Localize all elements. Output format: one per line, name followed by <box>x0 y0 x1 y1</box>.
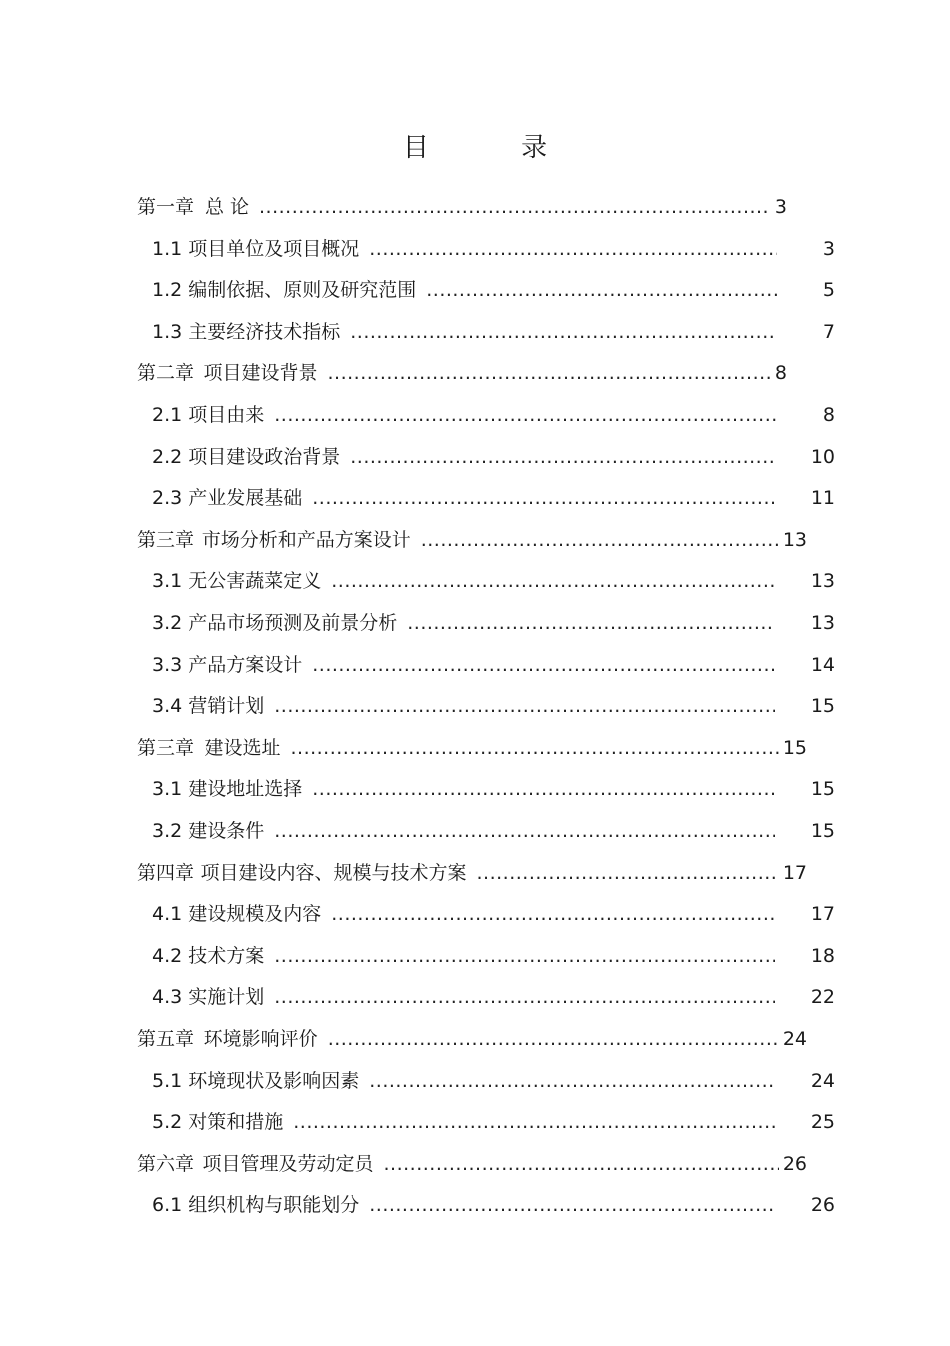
dot-leader <box>274 816 775 846</box>
toc-chapter-row[interactable] <box>137 1024 807 1054</box>
page-number: 24 <box>782 1028 807 1050</box>
toc-section-row[interactable] <box>152 1190 835 1220</box>
section-title: 项目建设政治背景 <box>188 445 341 468</box>
chapter-label: 第二章 <box>137 362 195 385</box>
chapter-title: 项目管理及劳动定员 <box>202 1152 374 1175</box>
page-number: 5 <box>822 279 835 302</box>
chapter-label: 第三章 <box>137 736 195 759</box>
chapter-label: 第六章 <box>137 1152 195 1175</box>
section-number: 3.2 <box>152 820 183 842</box>
page-number: 25 <box>810 1111 835 1134</box>
dot-leader <box>274 941 775 971</box>
section-title: 对策和措施 <box>188 1111 284 1134</box>
page-number: 13 <box>782 528 807 551</box>
dot-leader <box>293 1107 775 1137</box>
toc-section-row[interactable] <box>152 317 835 347</box>
section-number: 5.1 <box>152 1069 183 1092</box>
section-number: 4.1 <box>152 903 183 926</box>
chapter-label: 第四章 <box>137 861 195 884</box>
section-number: 3.4 <box>152 695 183 718</box>
page-number: 3 <box>774 196 787 218</box>
dot-leader <box>426 275 777 305</box>
section-number: 3.1 <box>152 778 183 801</box>
page-number: 26 <box>810 1194 835 1217</box>
toc-section-row[interactable] <box>152 816 835 846</box>
section-number: 2.3 <box>152 487 183 510</box>
toc-section-row[interactable] <box>152 691 835 721</box>
dot-leader <box>369 1066 775 1096</box>
chapter-title: 项目建设内容、规模与技术方案 <box>200 861 467 884</box>
toc-section-row[interactable] <box>152 1107 835 1137</box>
toc-section-row[interactable] <box>152 442 835 472</box>
toc-section-row[interactable] <box>152 899 835 929</box>
section-title: 产品市场预测及前景分析 <box>188 612 398 634</box>
section-number: 6.1 <box>152 1194 183 1217</box>
section-title: 主要经济技术指标 <box>188 320 341 343</box>
section-number: 1.1 <box>152 237 183 260</box>
section-title: 编制依据、原则及研究范围 <box>188 279 417 302</box>
page-number: 15 <box>810 820 835 842</box>
chapter-title: 项目建设背景 <box>203 362 318 385</box>
section-title: 技术方案 <box>188 944 265 967</box>
dot-leader <box>369 234 777 264</box>
section-title: 组织机构与职能划分 <box>188 1194 360 1217</box>
dot-leader <box>350 442 775 472</box>
page-number: 22 <box>810 986 835 1009</box>
section-number: 2.1 <box>152 404 183 426</box>
page-number: 18 <box>810 944 835 967</box>
page-number: 15 <box>810 695 835 718</box>
dot-leader <box>407 608 775 638</box>
page-number: 26 <box>782 1152 807 1175</box>
toc-section-row[interactable] <box>152 608 835 638</box>
section-number: 3.2 <box>152 612 183 634</box>
page-number: 7 <box>822 320 835 343</box>
dot-leader <box>328 1024 779 1054</box>
section-title: 环境现状及影响因素 <box>188 1069 360 1092</box>
toc-section-row[interactable] <box>152 275 835 305</box>
toc-chapter-row[interactable] <box>137 358 787 388</box>
dot-leader <box>312 483 775 513</box>
toc-section-row[interactable] <box>152 400 835 430</box>
page-number: 13 <box>810 570 835 593</box>
toc-section-row[interactable] <box>152 982 835 1012</box>
toc-chapter-row[interactable] <box>137 858 807 888</box>
dot-leader <box>290 733 778 763</box>
dot-leader <box>274 691 775 721</box>
section-number: 3.1 <box>152 570 183 593</box>
section-number: 1.3 <box>152 320 183 343</box>
toc-section-row[interactable] <box>152 774 835 804</box>
toc-chapter-row[interactable] <box>137 1149 807 1179</box>
chapter-label: 第五章 <box>137 1028 195 1050</box>
dot-leader <box>477 858 779 888</box>
section-number: 4.3 <box>152 986 183 1009</box>
section-title: 产业发展基础 <box>188 487 303 510</box>
section-number: 3.3 <box>152 653 183 676</box>
page-number: 10 <box>810 445 835 468</box>
toc-section-row[interactable] <box>152 234 835 264</box>
page-number: 14 <box>810 653 835 676</box>
dot-leader <box>331 899 775 929</box>
section-number: 4.2 <box>152 944 183 967</box>
section-number: 2.2 <box>152 445 183 468</box>
toc-section-row[interactable] <box>152 483 835 513</box>
toc-section-row[interactable] <box>152 1066 835 1096</box>
chapter-title: 市场分析和产品方案设计 <box>201 528 411 551</box>
toc-chapter-row[interactable] <box>137 525 807 555</box>
section-title: 项目单位及项目概况 <box>188 237 360 260</box>
dot-leader <box>350 317 777 347</box>
dot-leader <box>331 566 775 596</box>
section-number: 1.2 <box>152 279 183 302</box>
dot-leader <box>369 1190 775 1220</box>
section-title: 建设地址选择 <box>188 778 303 801</box>
section-title: 无公害蔬菜定义 <box>188 570 322 593</box>
chapter-title: 总 论 <box>204 196 250 218</box>
page-number: 17 <box>782 861 807 884</box>
section-title: 营销计划 <box>188 695 265 718</box>
toc-section-row[interactable] <box>152 566 835 596</box>
dot-leader <box>312 774 775 804</box>
toc-chapter-row[interactable] <box>137 733 807 763</box>
page-number: 17 <box>810 903 835 926</box>
dot-leader <box>274 400 777 430</box>
section-title: 建设条件 <box>188 820 265 842</box>
dot-leader <box>274 982 775 1012</box>
toc-section-row[interactable] <box>152 941 835 971</box>
page-number: 15 <box>782 736 807 759</box>
page-number: 13 <box>810 612 835 634</box>
toc-title: 目 录 <box>402 133 590 163</box>
page-number: 8 <box>774 362 787 385</box>
section-number: 5.2 <box>152 1111 183 1134</box>
page-number: 3 <box>822 237 835 260</box>
chapter-label: 第三章 <box>137 528 195 551</box>
dot-leader <box>312 650 775 680</box>
dot-leader <box>421 525 779 555</box>
toc-section-row[interactable] <box>152 650 835 680</box>
toc-chapter-row[interactable] <box>137 192 787 222</box>
dot-leader <box>259 192 771 222</box>
dot-leader <box>384 1149 779 1179</box>
page-number: 11 <box>810 487 835 510</box>
chapter-label: 第一章 <box>137 196 195 218</box>
chapter-title: 环境影响评价 <box>203 1028 318 1050</box>
section-title: 建设规模及内容 <box>188 903 322 926</box>
page-number: 8 <box>822 404 835 426</box>
section-title: 实施计划 <box>188 986 265 1009</box>
dot-leader <box>328 358 771 388</box>
section-title: 项目由来 <box>188 404 265 426</box>
section-title: 产品方案设计 <box>188 653 303 676</box>
chapter-title: 建设选址 <box>204 736 281 759</box>
page-number: 15 <box>810 778 835 801</box>
page-number: 24 <box>810 1069 835 1092</box>
